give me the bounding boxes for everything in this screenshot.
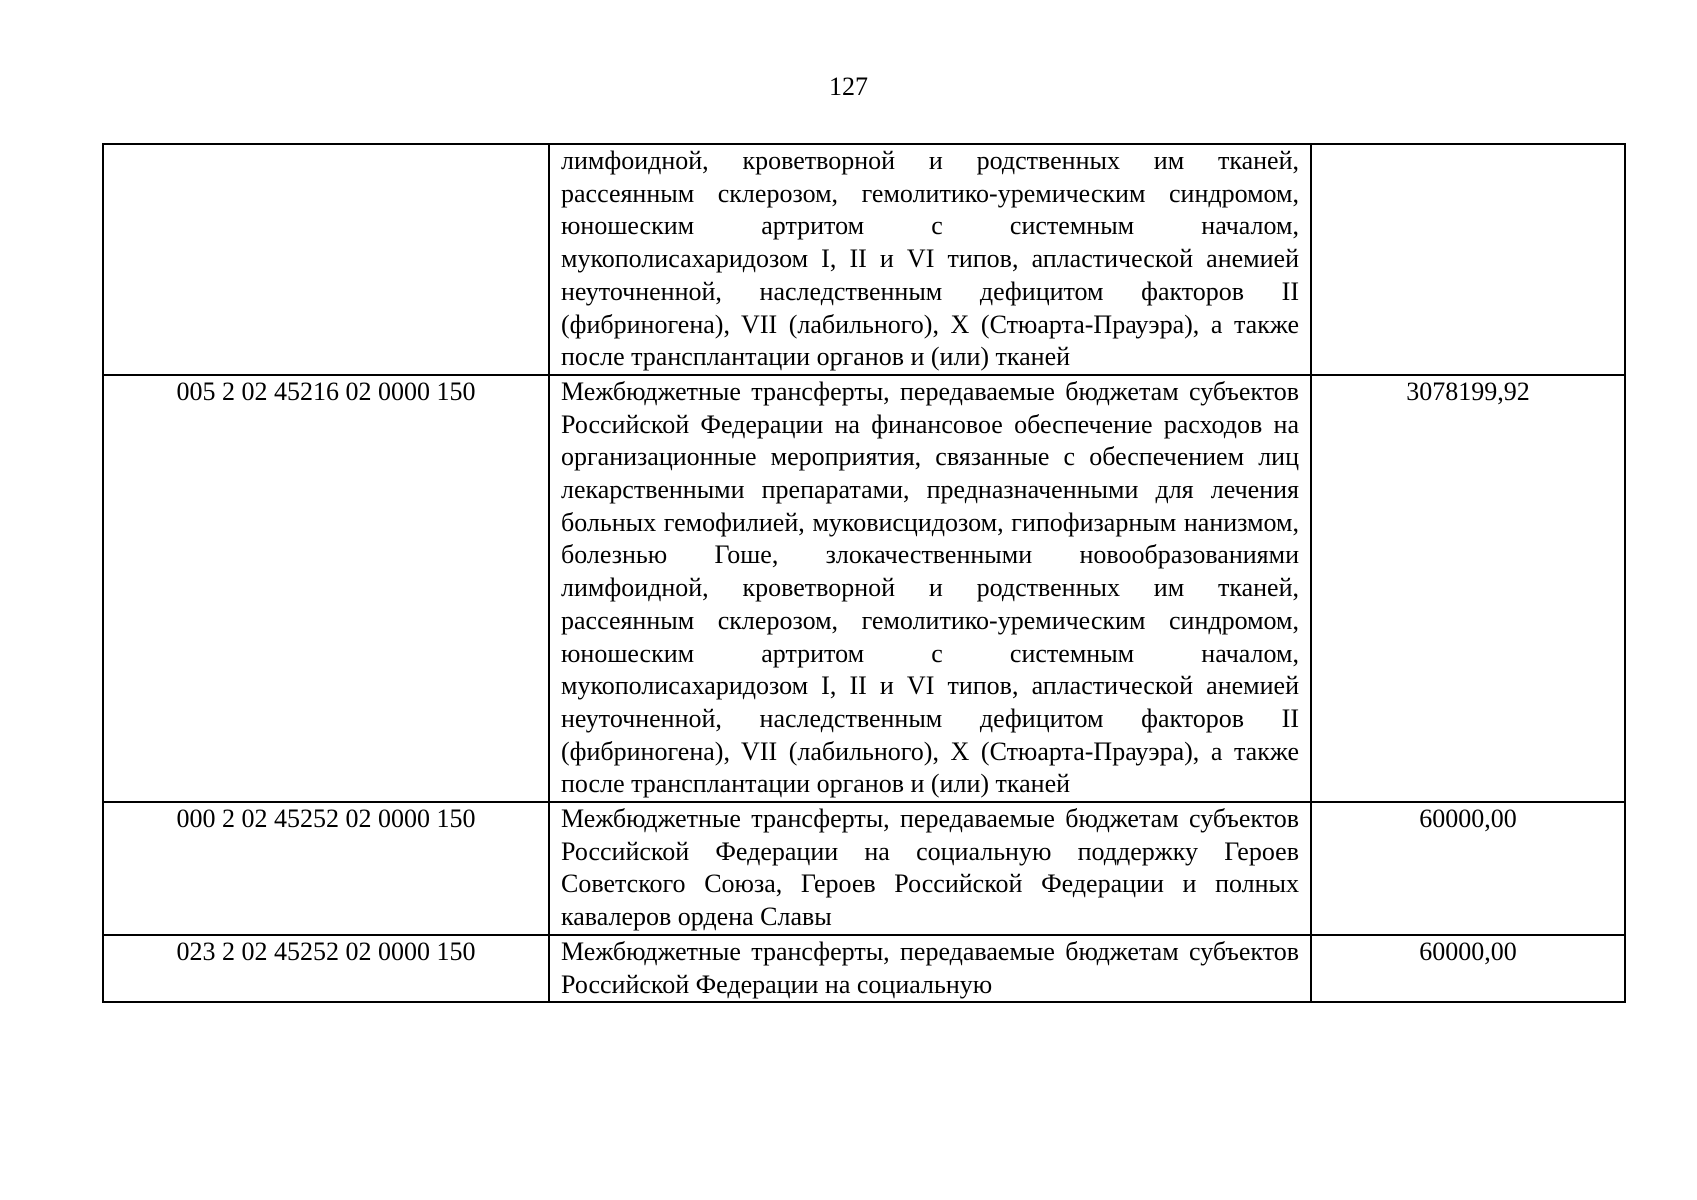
revenue-amount-cell: 60000,00 xyxy=(1311,802,1625,935)
page-number: 127 xyxy=(829,72,868,101)
table-row xyxy=(103,144,1625,375)
budget-revenue-table xyxy=(102,143,1626,1003)
revenue-name-cell: Межбюджетные трансферты, передаваемые бюджетам субъектов Российской Федерации на финансовое обеспечение расходов на организационные мероприятия, связанные с обеспечением лиц лекарственными препаратами, предназначенными для лечения больных гемофилией, муковисцидозом, гипофизарным нанизмом, болезнью Гоше, злокачественными новообразованиями лимфоидной, кроветворной и родственных им тканей, рассеянным склерозом, гемолитико-уремическим синдромом, юношеским артритом с системным началом, мукополисахаридозом I, II и VI типов, апластической анемией неуточненной, наследственным дефицитом факторов II (фибриногена), VII (лабильного), X (Стюарта-Прауэра), а также после трансплантации органов и (или) тканей xyxy=(549,375,1311,802)
revenue-name-cell: лимфоидной, кроветворной и родственных им тканей, рассеянным склерозом, гемолитико-уремическим синдромом, юношеским артритом с системным началом, мукополисахаридозом I, II и VI типов, апластической анемией неуточненной, наследственным дефицитом факторов II (фибриногена), VII (лабильного), X (Стюарта-Прауэра), а также после трансплантации органов и (или) тканей xyxy=(549,144,1311,375)
revenue-code-cell: 005 2 02 45216 02 0000 150 xyxy=(103,375,549,802)
table-row xyxy=(103,375,1625,802)
revenue-name-cell: Межбюджетные трансферты, передаваемые бюджетам субъектов Российской Федерации на социальную поддержку Героев Советского Союза, Героев Российской Федерации и полных кавалеров ордена Славы xyxy=(549,802,1311,935)
revenue-amount-cell xyxy=(1311,144,1625,375)
revenue-code-cell: 000 2 02 45252 02 0000 150 xyxy=(103,802,549,935)
revenue-amount-cell: 60000,00 xyxy=(1311,935,1625,1002)
revenue-code-cell xyxy=(103,144,549,375)
table-row xyxy=(103,935,1625,1002)
revenue-name-cell: Межбюджетные трансферты, передаваемые бюджетам субъектов Российской Федерации на социальную xyxy=(549,935,1311,1002)
revenue-code-cell: 023 2 02 45252 02 0000 150 xyxy=(103,935,549,1002)
revenue-amount-cell: 3078199,92 xyxy=(1311,375,1625,802)
table-row xyxy=(103,802,1625,935)
